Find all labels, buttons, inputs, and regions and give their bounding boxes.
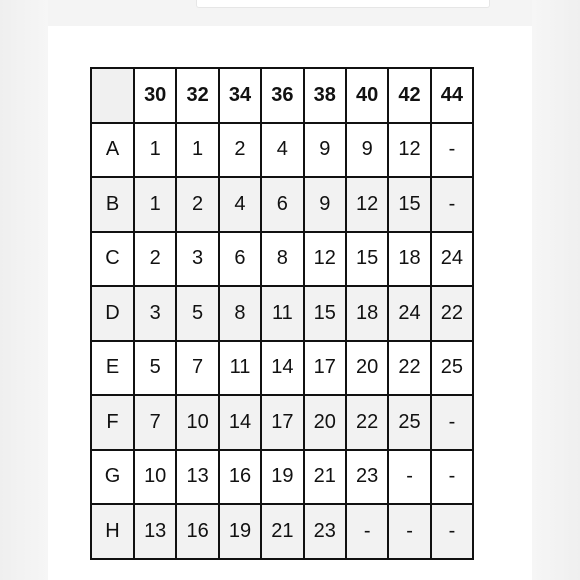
table-cell: -	[431, 395, 473, 450]
table-cell: 14	[261, 341, 303, 396]
table-cell: 11	[261, 286, 303, 341]
table-cell: 18	[388, 232, 430, 287]
table-cell: 22	[431, 286, 473, 341]
row-header: B	[91, 177, 134, 232]
column-header: 40	[346, 68, 388, 123]
table-corner-cell	[91, 68, 134, 123]
table-cell: 24	[431, 232, 473, 287]
row-header: F	[91, 395, 134, 450]
table-cell: 6	[219, 232, 261, 287]
table-cell: 19	[261, 450, 303, 505]
column-header: 44	[431, 68, 473, 123]
table-cell: -	[346, 504, 388, 559]
table-cell: -	[431, 504, 473, 559]
table-cell: 22	[346, 395, 388, 450]
table-cell: 2	[219, 123, 261, 178]
table-cell: 16	[219, 450, 261, 505]
table-cell: 6	[261, 177, 303, 232]
table-cell: 3	[134, 286, 176, 341]
table-row	[91, 450, 473, 505]
table-cell: 14	[219, 395, 261, 450]
table-row	[91, 341, 473, 396]
top-input-box[interactable]	[196, 0, 490, 8]
column-header: 42	[388, 68, 430, 123]
table-cell: 18	[346, 286, 388, 341]
table-cell: 8	[261, 232, 303, 287]
table-cell: -	[388, 450, 430, 505]
table-cell: 10	[176, 395, 218, 450]
table-row	[91, 177, 473, 232]
table-cell: 25	[388, 395, 430, 450]
table-cell: 20	[346, 341, 388, 396]
table-header-row	[91, 68, 473, 123]
table-cell: 15	[388, 177, 430, 232]
size-chart-table	[90, 67, 474, 560]
table-cell: -	[388, 504, 430, 559]
row-header: E	[91, 341, 134, 396]
table-cell: -	[431, 450, 473, 505]
row-header: D	[91, 286, 134, 341]
table-cell: 4	[261, 123, 303, 178]
table-cell: 23	[304, 504, 346, 559]
table-cell: 9	[346, 123, 388, 178]
table-cell: 1	[176, 123, 218, 178]
table-row	[91, 395, 473, 450]
table-cell: 11	[219, 341, 261, 396]
table-cell: 24	[388, 286, 430, 341]
table-cell: 23	[346, 450, 388, 505]
table-cell: 22	[388, 341, 430, 396]
column-header: 30	[134, 68, 176, 123]
table-cell: 4	[219, 177, 261, 232]
table-row	[91, 232, 473, 287]
table-cell: 17	[304, 341, 346, 396]
table-cell: 5	[134, 341, 176, 396]
column-header: 36	[261, 68, 303, 123]
table-cell: 12	[304, 232, 346, 287]
table-cell: 20	[304, 395, 346, 450]
column-header: 32	[176, 68, 218, 123]
row-header: G	[91, 450, 134, 505]
content-card	[48, 26, 532, 580]
table-cell: 15	[304, 286, 346, 341]
table-cell: 17	[261, 395, 303, 450]
table-cell: 8	[219, 286, 261, 341]
table-row	[91, 286, 473, 341]
table-row	[91, 504, 473, 559]
table-cell: 12	[346, 177, 388, 232]
table-cell: 16	[176, 504, 218, 559]
table-cell: 21	[304, 450, 346, 505]
table-cell: 21	[261, 504, 303, 559]
table-cell: 2	[176, 177, 218, 232]
table-cell: 5	[176, 286, 218, 341]
table-body	[91, 123, 473, 559]
column-header: 38	[304, 68, 346, 123]
table-cell: 9	[304, 123, 346, 178]
table-cell: 9	[304, 177, 346, 232]
row-header: H	[91, 504, 134, 559]
table-cell: 10	[134, 450, 176, 505]
table-cell: -	[431, 177, 473, 232]
table-cell: 3	[176, 232, 218, 287]
column-header: 34	[219, 68, 261, 123]
table-cell: 19	[219, 504, 261, 559]
table-cell: 1	[134, 123, 176, 178]
table-row	[91, 123, 473, 178]
table-cell: 1	[134, 177, 176, 232]
table-cell: 25	[431, 341, 473, 396]
table-cell: 13	[134, 504, 176, 559]
row-header: C	[91, 232, 134, 287]
table-cell: 2	[134, 232, 176, 287]
table-cell: 15	[346, 232, 388, 287]
table-cell: 12	[388, 123, 430, 178]
table-cell: -	[431, 123, 473, 178]
table-cell: 7	[176, 341, 218, 396]
table-cell: 13	[176, 450, 218, 505]
table-cell: 7	[134, 395, 176, 450]
row-header: A	[91, 123, 134, 178]
